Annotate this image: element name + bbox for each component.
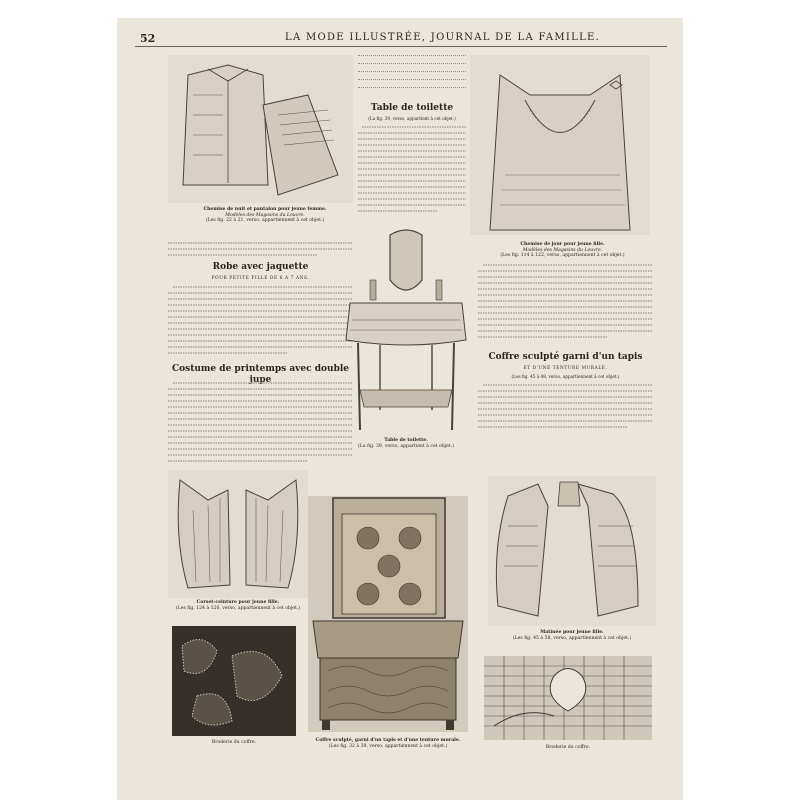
header-rule [135, 46, 667, 47]
ref-coffre-sculpte: (Les fig. 45 à 48, verso, appartiennent à cet objet.) [511, 374, 620, 379]
text-table-toilette [358, 124, 466, 220]
ref-table-toilette-fig: (La fig. 39, verso, appartient à cet objet.) [358, 443, 454, 449]
text-coffre-sculpte [478, 382, 653, 432]
illustration-chemise-pantalon [168, 55, 353, 203]
caption-table-toilette: Table de toilette. [384, 438, 428, 443]
text-left-top [168, 240, 353, 258]
illustration-chemise-jour [470, 55, 650, 235]
subtitle-robe-jaquette: POUR PETITE FILLE DE 6 A 7 ANS. [211, 276, 310, 281]
caption-corset: Corset-ceinture pour jeune fille. [196, 600, 280, 605]
text-robe-jaquette [168, 284, 353, 360]
subtitle-coffre-sculpte: ET D'UNE TENTURE MURALE. [523, 366, 608, 371]
caption-broderie-left: Broderie du coffre. [211, 740, 257, 745]
maker-chemise-pantalon: Modèles des Magasins du Louvre. [225, 212, 305, 218]
journal-title: LA MODE ILLUSTRÉE, JOURNAL DE LA FAMILLE. [285, 32, 601, 43]
ref-coffre: (Les fig. 32 à 39, verso, appartiennent à cet objet.) [328, 743, 448, 749]
title-table-toilette: Table de toilette [370, 103, 454, 113]
caption-coffre: Coffre sculpté, garni d'un tapis et d'une tenture murale. [315, 738, 461, 743]
illustration-broderie-left [172, 626, 296, 736]
text-column-middle-top [358, 52, 466, 94]
page-number: 52 [140, 32, 156, 45]
caption-chemise-jour: Chemise de jour pour jeune fille. [520, 242, 605, 247]
maker-chemise-jour: Modèles des Magasins du Louvre. [522, 247, 603, 253]
caption-broderie-right: Broderie du coffre. [545, 745, 591, 750]
caption-chemise-pantalon: Chemise de nuit et pantalon pour jeune femme. [203, 207, 327, 212]
ref-chemise-pantalon: (Les fig. 22 à 21, verso, appartiennent à cet objet.) [205, 218, 325, 224]
illustration-table-toilette [340, 225, 472, 435]
illustration-matinee [488, 476, 656, 626]
text-right-middle [478, 262, 653, 342]
title-coffre-sculpte: Coffre sculpté garni d'un tapis [488, 352, 643, 362]
title-robe-jaquette: Robe avec jaquette [212, 262, 309, 272]
caption-matinee: Matinée pour jeune fille. [540, 630, 604, 635]
title-costume-printemps: Costume de printemps avec double jupe [171, 364, 350, 385]
illustration-corset [168, 470, 308, 598]
ref-matinee: (Les fig. 45 à 58, verso, appartiennent à cet objet.) [512, 635, 632, 641]
ref-corset: (Les fig. 124 à 126, verso, appartiennent à cet objet.) [175, 605, 301, 611]
ref-table-toilette: (La fig. 39, verso, appartient à cet objet.) [368, 116, 456, 121]
ref-chemise-jour: (Les fig. 114 à 122, verso, appartiennent à cet objet.) [500, 253, 625, 259]
illustration-broderie-right [484, 656, 652, 740]
text-costume-printemps [168, 380, 353, 468]
illustration-coffre [308, 496, 468, 732]
